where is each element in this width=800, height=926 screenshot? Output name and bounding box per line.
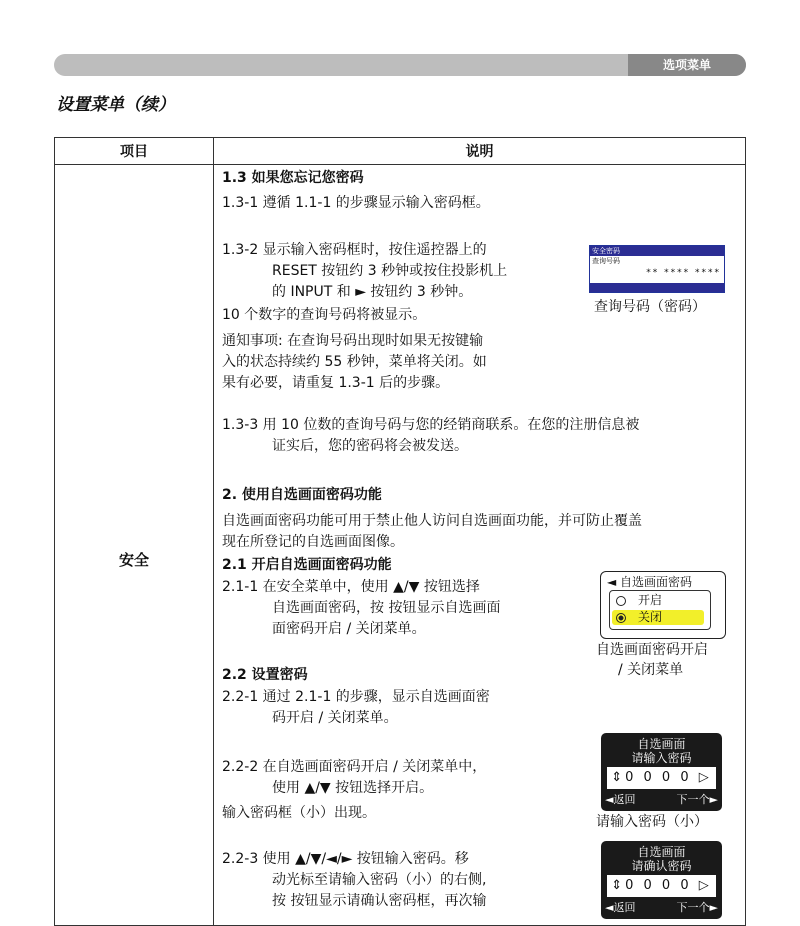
- dlg1-back: ◄返回: [605, 793, 636, 806]
- note-line2: 入的状态持续约 55 秒钟，菜单将关闭。如: [222, 354, 487, 370]
- pw-title: 安全密码: [590, 246, 724, 256]
- column-header-description: 说明: [214, 138, 746, 165]
- confirm-password-dialog: [601, 841, 722, 919]
- step-1-3-1: 1.3-1 遵循 1.1-1 的步骤显示输入密码框。: [222, 195, 490, 211]
- option-on: [612, 593, 704, 608]
- dlg2-back: ◄返回: [605, 901, 636, 914]
- pw-stars: ** **** ****: [646, 268, 721, 278]
- settings-table: [54, 137, 746, 926]
- para-2-line2: 现在所登记的自选画面图像。: [222, 534, 404, 550]
- dlg1-digits: ⇕0 0 0 0 ▷: [607, 767, 716, 789]
- step-2-2-3-line2: 动光标至请输入密码（小）的右侧,: [272, 872, 487, 888]
- step-2-1-1-line3: 面密码开启 / 关闭菜单。: [272, 621, 426, 637]
- small-box-text: 输入密码框（小）出现。: [222, 805, 376, 821]
- heading-2: 2. 使用自选画面密码功能: [222, 487, 382, 503]
- option-off-label: 关闭: [638, 610, 663, 624]
- step-1-3-2-line3: 的 INPUT 和 ► 按钮约 3 秒钟。: [272, 284, 473, 300]
- para-2-line1: 自选画面密码功能可用于禁止他人访问自选画面功能，并可防止覆盖: [222, 513, 642, 529]
- step-2-2-3-line1: 2.2-3 使用 ▲/▼/◄/► 按钮输入密码。移: [222, 851, 469, 867]
- onoff-caption1: 自选画面密码开启: [596, 642, 708, 658]
- step-2-1-1-line1: 2.1-1 在安全菜单中，使用 ▲/▼ 按钮选择: [222, 579, 480, 595]
- option-on-label: 开启: [638, 593, 663, 607]
- heading-1-3: 1.3 如果您忘记您密码: [222, 170, 364, 186]
- onoff-menu: [600, 571, 726, 639]
- enter-password-dialog: [601, 733, 722, 811]
- step-1-3-2-line1: 1.3-2 显示输入密码框时，按住遥控器上的: [222, 242, 487, 258]
- query-number-text: 10 个数字的查询号码将被显示。: [222, 307, 427, 323]
- option-off: [612, 610, 704, 625]
- item-cell: [55, 165, 214, 926]
- heading-2-1: 2.1 开启自选画面密码功能: [222, 557, 392, 573]
- column-header-item: 项目: [55, 138, 214, 165]
- security-password-box: [589, 245, 725, 293]
- onoff-options: [609, 590, 711, 630]
- step-1-3-3-line1: 1.3-3 用 10 位数的查询号码与您的经销商联系。在您的注册信息被: [222, 417, 640, 433]
- dlg2-title: 自选画面: [637, 845, 686, 859]
- step-2-2-2-line1: 2.2-2 在自选画面密码开启 / 关闭菜单中，: [222, 759, 487, 775]
- item-label: 安全: [118, 551, 149, 569]
- dlg1-prompt: 请输入密码: [631, 751, 692, 765]
- radio-empty-icon: [616, 596, 626, 606]
- note-line1: 通知事项: 在查询号码出现时如果无按键输: [222, 333, 484, 349]
- onoff-caption2: / 关闭菜单: [618, 662, 684, 678]
- dlg2-next: 下一个►: [676, 901, 718, 914]
- onoff-title: ◄ 自选画面密码: [607, 575, 693, 589]
- step-2-2-2-line2: 使用 ▲/▼ 按钮选择开启。: [272, 780, 434, 796]
- radio-selected-icon: [616, 613, 626, 623]
- section-header-bar: [54, 54, 746, 76]
- step-2-2-3-line3: 按 按钮显示请确认密码框，再次输: [272, 893, 487, 909]
- step-1-3-3-line2: 证实后，您的密码将会被发送。: [272, 438, 468, 454]
- pw-caption: 查询号码（密码）: [594, 299, 706, 315]
- dlg2-nav: [605, 901, 718, 915]
- section-tag: 选项菜单: [628, 54, 746, 76]
- dlg1-next: 下一个►: [676, 793, 718, 806]
- step-2-2-1-line1: 2.2-1 通过 2.1-1 的步骤，显示自选画面密: [222, 689, 490, 705]
- dlg2-prompt: 请确认密码: [631, 859, 692, 873]
- dlg1-title: 自选画面: [637, 737, 686, 751]
- step-1-3-2-line2: RESET 按钮约 3 秒钟或按住投影机上: [272, 263, 508, 279]
- step-2-1-1-line2: 自选画面密码，按 按钮显示自选画面: [272, 600, 501, 616]
- heading-2-2: 2.2 设置密码: [222, 667, 308, 683]
- step-2-2-1-line2: 码开启 / 关闭菜单。: [272, 710, 398, 726]
- page-title: 设置菜单（续）: [56, 95, 175, 115]
- dlg2-digits: ⇕0 0 0 0 ▷: [607, 875, 716, 897]
- note-line3: 果有必要，请重复 1.3-1 后的步骤。: [222, 375, 450, 391]
- description-cell: [214, 165, 746, 926]
- pw-footer-bar: [590, 283, 724, 292]
- dlg1-caption: 请输入密码（小）: [596, 814, 708, 830]
- pw-subtitle: 查询号码: [592, 257, 620, 265]
- dlg1-nav: [605, 793, 718, 807]
